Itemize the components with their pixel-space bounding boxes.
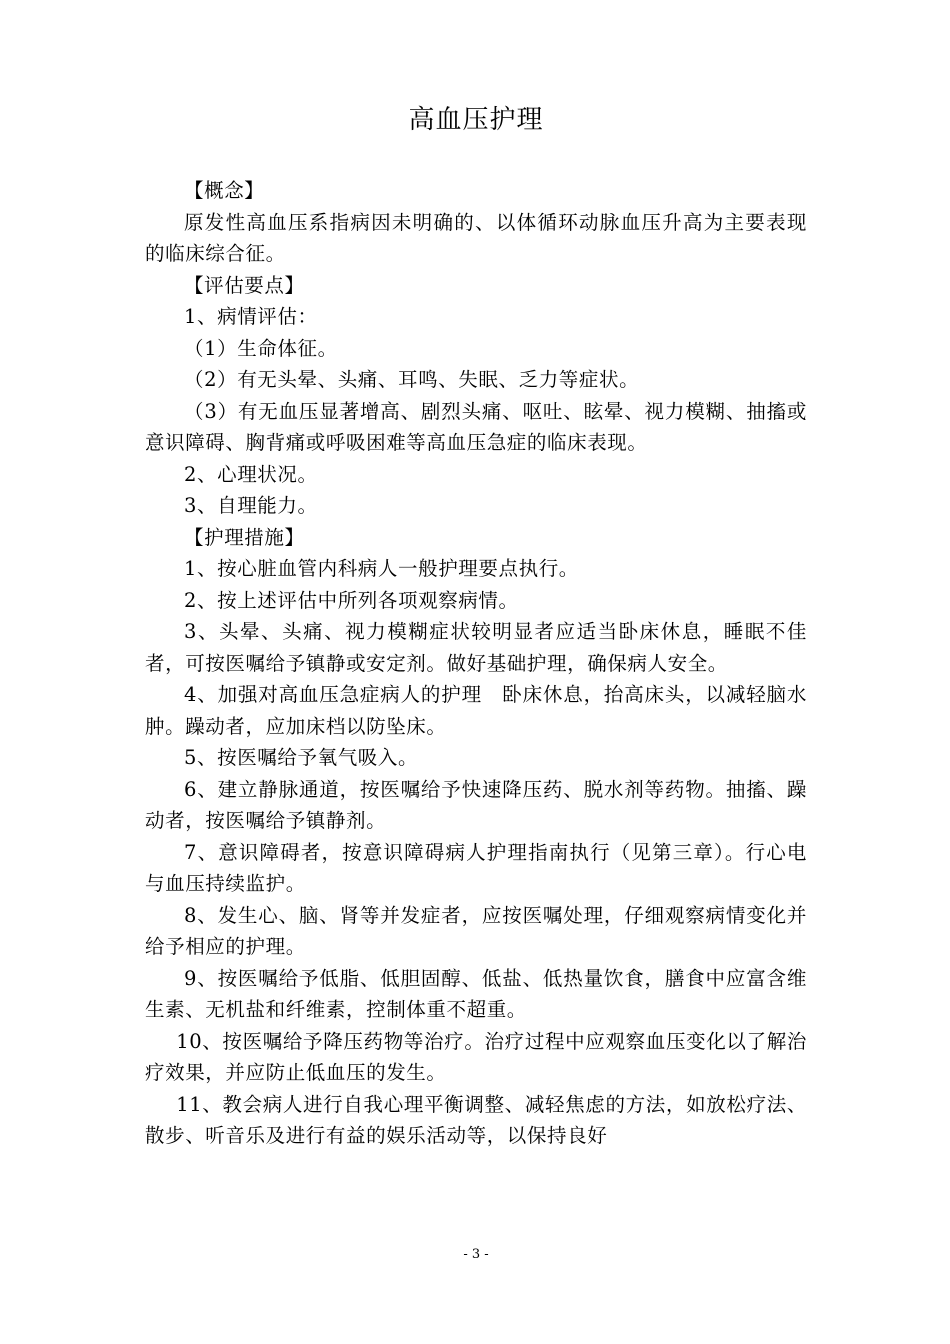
- section-heading-assessment: 【评估要点】: [184, 273, 305, 297]
- paragraph: 2、按上述评估中所列各项观察病情。: [184, 588, 519, 612]
- paragraph: （1）生命体征。: [184, 336, 338, 360]
- paragraph: 2、心理状况。: [184, 462, 318, 486]
- paragraph: 11、教会病人进行自我心理平衡调整、减轻焦虑的方法，如放松疗法、散步、听音乐及进行有益的娱乐活动等，以保持良好: [145, 1092, 807, 1147]
- document-title: 高血压护理: [408, 105, 544, 135]
- paragraph: 8、发生心、脑、肾等并发症者，应按医嘱处理，仔细观察病情变化并给予相应的护理。: [145, 903, 807, 958]
- paragraph: 5、按医嘱给予氧气吸入。: [184, 746, 419, 769]
- paragraph: 10、按医嘱给予降压药物等治疗。治疗过程中应观察血压变化以了解治疗效果，并应防止低血压的发生。: [145, 1029, 807, 1084]
- section-heading-concept: 【概念】: [184, 179, 265, 202]
- document-body: [145, 175, 807, 1152]
- document-page: [145, 0, 807, 1344]
- paragraph: 9、按医嘱给予低脂、低胆固醇、低盐、低热量饮食，膳食中应富含维生素、无机盐和纤维素，控制体重不超重。: [145, 966, 807, 1021]
- paragraph: 原发性高血压系指病因未明确的、以体循环动脉血压升高为主要表现的临床综合征。: [145, 210, 807, 265]
- section-heading-nursing-measures: 【护理措施】: [184, 525, 305, 549]
- paragraph: 7、意识障碍者，按意识障碍病人护理指南执行（见第三章）。行心电与血压持续监护。: [145, 840, 807, 895]
- paragraph: 3、自理能力。: [184, 494, 318, 517]
- paragraph: 4、加强对高血压急症病人的护理 卧床休息，抬高床头，以减轻脑水肿。躁动者，应加床档以防坠床。: [145, 683, 807, 738]
- paragraph: （2）有无头晕、头痛、耳鸣、失眠、乏力等症状。: [184, 368, 640, 391]
- page-number: - 3 -: [463, 1247, 489, 1262]
- paragraph: 6、建立静脉通道，按医嘱给予快速降压药、脱水剂等药物。抽搐、躁动者，按医嘱给予镇静剂。: [145, 777, 807, 832]
- paragraph: 1、病情评估：: [184, 305, 318, 328]
- paragraph: 3、头晕、头痛、视力模糊症状较明显者应适当卧床休息，睡眠不佳者，可按医嘱给予镇静或安定剂。做好基础护理，确保病人安全。: [145, 620, 807, 675]
- paragraph: （3）有无血压显著增高、剧烈头痛、呕吐、眩晕、视力模糊、抽搐或意识障碍、胸背痛或呼吸困难等高血压急症的临床表现。: [145, 399, 807, 454]
- paragraph: 1、按心脏血管内科病人一般护理要点执行。: [184, 557, 579, 580]
